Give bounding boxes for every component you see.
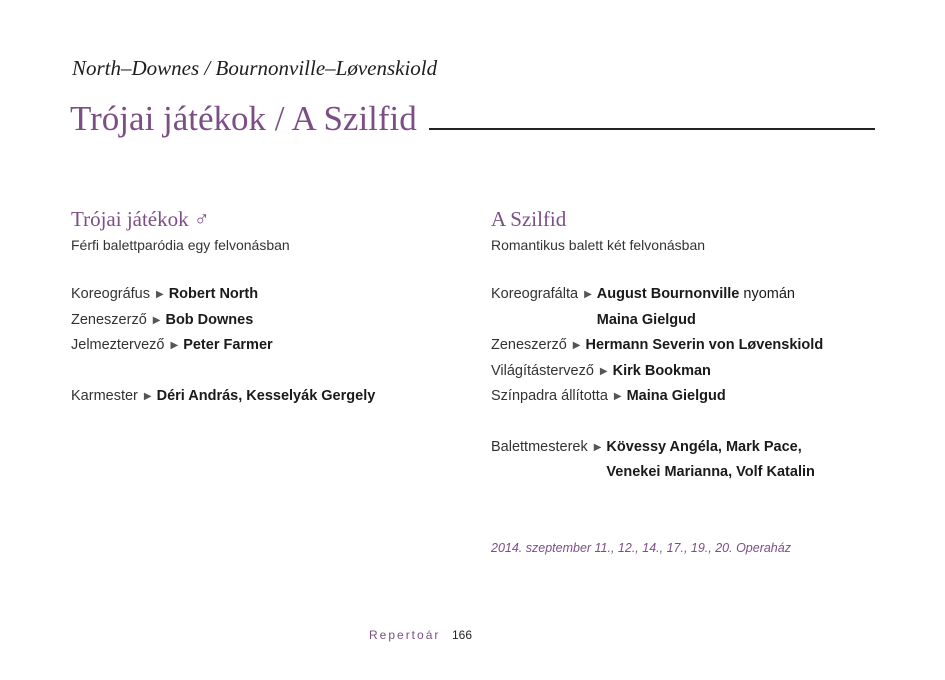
work-subtitle-trojai: Férfi balettparódia egy felvonásban [71,237,290,253]
performance-dates: 2014. szeptember 11., 12., 14., 17., 19., 20. Operaház [491,541,791,555]
credit-line: Kövessy Angéla, Mark Pace, [606,438,802,455]
credit-suffix: nyomán [739,286,795,302]
arrow-icon: ▶ [593,441,602,453]
credit-row [491,359,891,385]
credits-szilfid [491,282,891,486]
page-number: 166 [452,628,473,642]
credit-role: Jelmeztervező [71,337,165,353]
credit-role: Koreográfus [71,286,150,302]
left-column [71,205,451,409]
credit-name: Déri András, Kesselyák Gergely [156,387,376,404]
credit-row [71,333,451,359]
arrow-icon: ▶ [170,340,179,351]
credit-row-conductor [71,384,451,410]
credit-name: Maina Gielgud [596,311,696,328]
credit-role: Balettmesterek [491,438,588,455]
credit-role: Karmester [71,387,138,404]
arrow-icon: ▶ [584,289,592,300]
arrow-icon: ▶ [599,365,608,377]
credit-line [597,282,795,308]
title-row [70,90,875,136]
credits-trojai [71,282,451,409]
credit-line: Venekei Marianna, Volf Katalin [606,464,815,480]
arrow-icon: ▶ [572,340,581,351]
page-title: Trójai játékok / A Szilfid [70,99,417,138]
credit-row [71,308,451,334]
right-column [491,205,891,486]
arrow-icon: ▶ [613,391,622,402]
credit-role: Zeneszerző [71,311,147,328]
work-title-szilfid: A Szilfid [491,207,567,231]
credit-names [606,435,814,486]
arrow-icon: ▶ [156,289,164,300]
credit-name: Bob Downes [165,311,254,328]
credit-name: Maina Gielgud [626,388,726,404]
credit-name: Robert North [168,286,259,302]
credit-role: Világítástervező [491,362,594,379]
credit-row [491,384,891,410]
credit-row-ballet-masters [491,435,891,486]
credit-name: August Bournonville [596,286,740,302]
title-rule [429,128,875,130]
credit-names [597,282,795,333]
credit-row [71,282,451,308]
footer-section-label: Repertoár [369,628,441,642]
supertitle: North–Downes / Bournonville–Løvenskiold [72,56,438,80]
credit-row [491,333,891,359]
work-title-trojai: Trójai játékok ♂ [71,207,210,231]
arrow-icon: ▶ [152,314,161,326]
work-subtitle-szilfid: Romantikus balett két felvonásban [491,237,706,253]
credit-name: Hermann Severin von Løvenskiold [585,337,824,353]
credit-name: Peter Farmer [183,337,273,353]
arrow-icon: ▶ [143,390,152,402]
credit-role: Koreografálta [491,286,579,302]
credit-name: Kirk Bookman [612,362,711,379]
credit-role: Zeneszerző [491,337,567,353]
credit-role: Színpadra állította [491,388,608,404]
credit-row-choreo [491,282,891,333]
